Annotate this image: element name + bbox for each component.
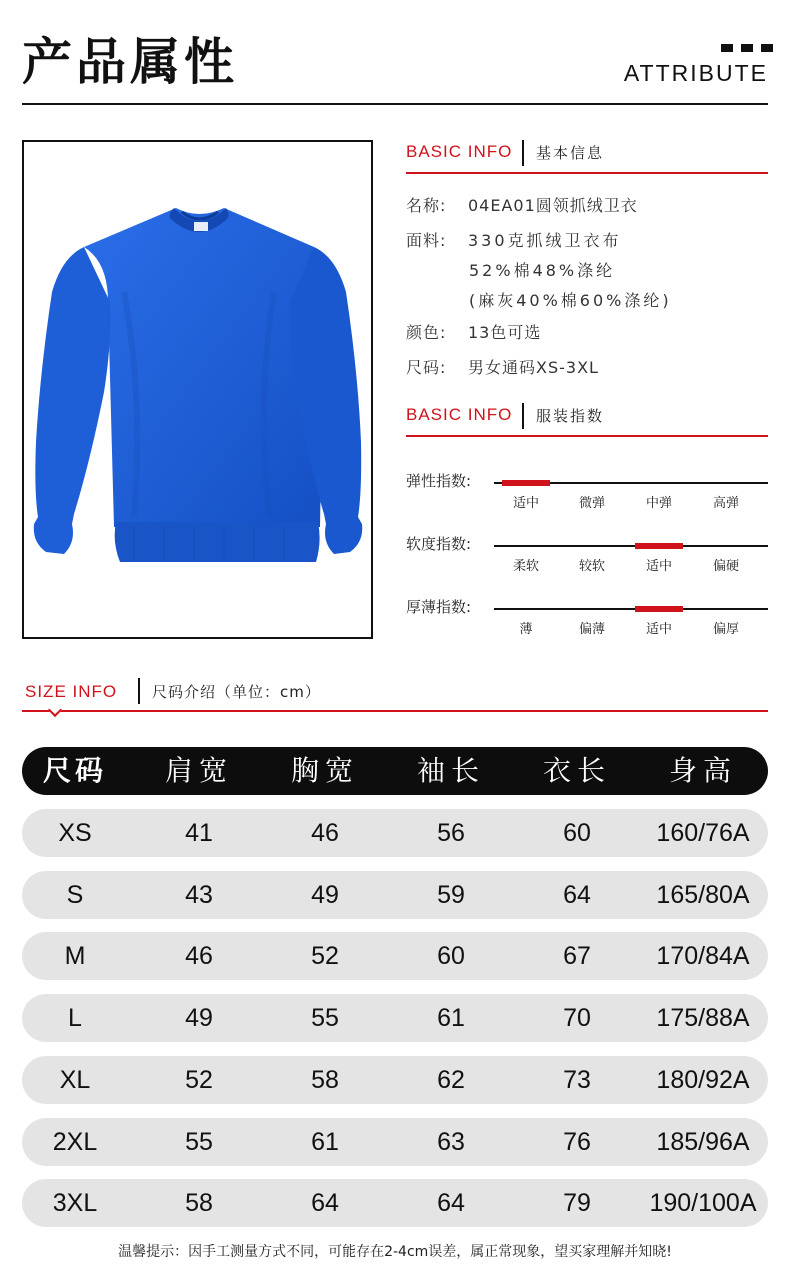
garment-index-row [406, 470, 768, 520]
section-divider [522, 403, 524, 429]
measurement-note: 温馨提示：因手工测量方式不同，可能存在2-4cm误差，属正常现象，望买家理解并知晓! [118, 1244, 672, 1260]
size-info-title-zh: 尺码介绍（单位：cm） [152, 683, 321, 701]
column-header: 肩宽 [164, 754, 233, 787]
table-cell: 60 [563, 819, 591, 847]
garment-index-title-zh: 服装指数 [536, 407, 605, 425]
table-cell: 67 [563, 942, 591, 971]
column-header: 衣长 [542, 754, 611, 787]
table-cell: 46 [185, 942, 213, 971]
table-cell: 64 [311, 1189, 339, 1218]
table-cell: 190/100A [649, 1189, 757, 1218]
section-underline [22, 710, 768, 712]
info-key: 颜色: [406, 323, 447, 342]
table-cell: 175/88A [656, 1004, 750, 1033]
garment-index-header [406, 403, 768, 437]
index-selected-marker [635, 606, 683, 612]
index-track [494, 545, 768, 547]
column-header: 袖长 [416, 754, 485, 787]
fabric-composition-heather: (麻灰40%棉60%涤纶) [469, 291, 672, 310]
page-subtitle: ATTRIBUTE [623, 60, 768, 86]
index-option: 适中 [512, 496, 539, 511]
fabric-composition: 52%棉48%涤纶 [469, 261, 616, 280]
basic-info-title-en: BASIC INFO [406, 142, 513, 161]
index-selected-marker [635, 543, 683, 549]
size-label-cell: XS [58, 819, 92, 847]
table-cell: 55 [311, 1004, 339, 1033]
table-row [22, 1118, 768, 1166]
info-value: 13色可选 [468, 323, 542, 342]
info-key: 尺码: [406, 358, 447, 377]
page-title: 产品属性 [22, 33, 238, 91]
table-cell: 55 [185, 1127, 213, 1156]
index-track [494, 608, 768, 610]
index-option: 偏薄 [578, 622, 605, 637]
table-cell: 185/96A [656, 1127, 750, 1156]
table-row [22, 1179, 768, 1227]
index-option: 中弹 [645, 496, 672, 511]
info-value: 男女通码XS-3XL [468, 358, 599, 377]
table-cell: 43 [185, 880, 213, 909]
size-info-title-en: SIZE INFO [25, 682, 118, 701]
table-cell: 62 [437, 1065, 465, 1094]
index-option: 较软 [578, 559, 605, 574]
table-cell: 41 [185, 819, 213, 847]
size-label-cell: L [68, 1004, 82, 1033]
table-cell: 165/80A [656, 880, 750, 909]
table-row [22, 1056, 768, 1104]
info-row-size [406, 355, 599, 378]
info-value: 330克抓绒卫衣布 [468, 231, 622, 250]
info-row-name [406, 193, 638, 216]
table-cell: 70 [563, 1004, 591, 1033]
info-key: 面料: [406, 231, 447, 250]
section-underline [406, 172, 768, 174]
index-label: 弹性指数: [406, 472, 472, 490]
size-label-cell: XL [59, 1065, 91, 1094]
table-cell: 160/76A [656, 819, 750, 847]
table-cell: 46 [311, 819, 339, 847]
index-label: 软度指数: [406, 535, 472, 553]
table-cell: 61 [311, 1127, 339, 1156]
garment-index-row [406, 533, 768, 583]
index-option: 适中 [645, 559, 672, 574]
index-option: 适中 [645, 622, 672, 637]
table-row [22, 809, 768, 857]
index-option: 微弹 [578, 496, 605, 511]
table-row [22, 994, 768, 1042]
table-cell: 49 [311, 880, 339, 909]
index-option: 偏硬 [712, 559, 739, 574]
table-cell: 170/84A [656, 942, 750, 971]
index-option: 偏厚 [712, 622, 739, 637]
info-row-color [406, 320, 541, 343]
header-divider [22, 103, 768, 105]
index-option: 薄 [519, 622, 533, 637]
table-cell: 64 [437, 1189, 465, 1218]
size-label-cell: 2XL [52, 1127, 98, 1156]
table-cell: 52 [311, 942, 339, 971]
table-cell: 56 [437, 819, 465, 847]
table-cell: 180/92A [656, 1065, 750, 1094]
table-cell: 63 [437, 1127, 465, 1156]
table-row [22, 932, 768, 980]
table-row [22, 871, 768, 919]
table-cell: 58 [185, 1189, 213, 1218]
table-cell: 59 [437, 880, 465, 909]
product-image [22, 140, 373, 639]
info-row-fabric [406, 228, 622, 251]
sweatshirt-illustration [24, 142, 373, 639]
table-cell: 73 [563, 1065, 591, 1094]
index-option: 高弹 [712, 496, 739, 511]
size-label-cell: S [66, 880, 84, 909]
basic-info-title-zh: 基本信息 [536, 144, 605, 162]
garment-index-row [406, 596, 768, 646]
column-header: 尺码 [42, 754, 107, 787]
column-header: 胸宽 [290, 754, 359, 787]
decorative-dots [721, 44, 773, 52]
table-cell: 79 [563, 1189, 591, 1218]
size-label-cell: M [64, 942, 86, 971]
table-cell: 52 [185, 1065, 213, 1094]
basic-info-header [406, 140, 768, 174]
table-cell: 61 [437, 1004, 465, 1033]
section-notch [48, 703, 62, 717]
size-info-header [22, 678, 768, 712]
size-table-header [22, 747, 768, 795]
section-divider [522, 140, 524, 166]
table-cell: 58 [311, 1065, 339, 1094]
index-option: 柔软 [512, 559, 539, 574]
section-underline [406, 435, 768, 437]
info-key: 名称: [406, 196, 447, 215]
column-header: 身高 [668, 754, 737, 787]
size-label-cell: 3XL [52, 1189, 98, 1218]
index-selected-marker [502, 480, 550, 486]
table-cell: 49 [185, 1004, 213, 1033]
table-cell: 60 [437, 942, 465, 971]
index-label: 厚薄指数: [406, 598, 472, 616]
table-cell: 64 [563, 880, 591, 909]
garment-index-title-en: BASIC INFO [406, 405, 513, 424]
table-cell: 76 [563, 1127, 591, 1156]
info-value: 04EA01圆领抓绒卫衣 [468, 196, 638, 215]
section-divider [138, 678, 140, 704]
